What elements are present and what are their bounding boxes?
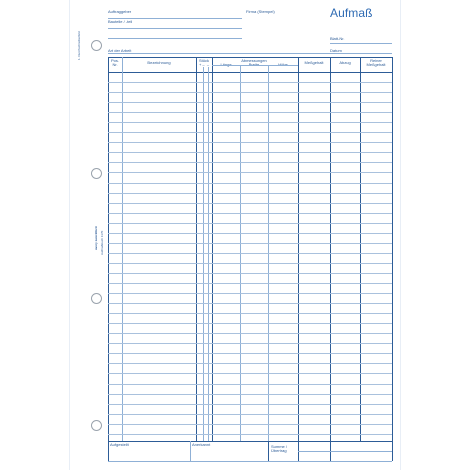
table-header-bottom (108, 72, 392, 73)
table-row-line (108, 172, 392, 173)
table-row-line (108, 183, 392, 184)
summe-label: Summe / Übertrag (271, 444, 288, 454)
bauteile-label: Bauteile / -teil (108, 19, 133, 24)
table-row-line (108, 203, 392, 204)
table-row-line (108, 102, 392, 103)
table-row-line (108, 343, 392, 344)
punch-hole (91, 420, 102, 431)
art-label: Art der Arbeit (108, 48, 132, 53)
table-row-line (108, 434, 392, 435)
table-row-line (108, 273, 392, 274)
punch-hole (91, 168, 102, 179)
col-line-left (108, 57, 109, 461)
footer-divider (268, 441, 269, 461)
table-row-line (108, 193, 392, 194)
anerkannt-label: Anerkannt (192, 442, 211, 447)
col-line-right (392, 57, 393, 461)
table-row-line (108, 363, 392, 364)
table-row-line (108, 414, 392, 415)
blatt-line (330, 43, 392, 44)
table-row-line (108, 404, 392, 405)
bauteile-line (108, 28, 242, 29)
col-hoehe: Höhe (278, 62, 288, 67)
col-laenge: Länge (220, 62, 232, 67)
punch-hole (91, 40, 102, 51)
document-title: Aufmaß (330, 6, 373, 20)
table-row-line (108, 122, 392, 123)
table-row-line (108, 132, 392, 133)
col-stueck: Stück + – – (198, 58, 210, 68)
perforation-text: 1. Durchschreiberfeld (77, 31, 81, 60)
table-row-line (108, 243, 392, 244)
punch-hole (91, 293, 102, 304)
aufgestellt-label: Aufgestellt (110, 442, 129, 447)
table-row-line (108, 373, 392, 374)
table-row-line (108, 112, 392, 113)
table-row-line (108, 293, 392, 294)
col-messgehalt: Meßgehalt (304, 60, 324, 65)
table-row-line (108, 303, 392, 304)
firma-label: Firma (Stempel) (246, 9, 275, 14)
bauteile-line-2 (108, 38, 242, 39)
table-row-line (108, 384, 392, 385)
table-row-line (108, 213, 392, 214)
art-line (108, 53, 392, 54)
table-row-line (108, 233, 392, 234)
table-row-line (108, 253, 392, 254)
table-row-line (108, 263, 392, 264)
col-abzug: Abzug (339, 60, 351, 65)
table-row-line (108, 313, 392, 314)
table-bottom-border (108, 441, 392, 442)
blatt-label: Blatt-Nr. (330, 36, 345, 41)
table-row-line (108, 92, 392, 93)
form-code: Aufmaßbuch 1170 (100, 230, 104, 255)
col-pos: Pos. Nr. (110, 58, 119, 68)
table-row-line (108, 424, 392, 425)
col-breite: Abmessungen Breite (241, 58, 267, 68)
table-row-line (108, 353, 392, 354)
table-row-line (108, 152, 392, 153)
summe-line (298, 451, 392, 452)
datum-label: Datum (330, 48, 342, 53)
table-row-line (108, 82, 392, 83)
table-row-line (108, 283, 392, 284)
brand-logo: avery zweckform (94, 225, 98, 250)
col-bezeichnung: Bezeichnung (147, 60, 171, 65)
auftraggeber-label: Auftraggeber (108, 9, 132, 14)
table-row-line (108, 223, 392, 224)
table-row-line (108, 142, 392, 143)
col-line (330, 57, 331, 461)
table-row-line (108, 394, 392, 395)
col-reiner-messgehalt: Reiner Meßgehalt (366, 58, 386, 68)
table-row-line (108, 162, 392, 163)
table-row-line (108, 333, 392, 334)
footer-bottom-line (108, 461, 392, 462)
form-sheet (70, 0, 400, 470)
footer-divider (190, 441, 191, 461)
table-row-line (108, 323, 392, 324)
